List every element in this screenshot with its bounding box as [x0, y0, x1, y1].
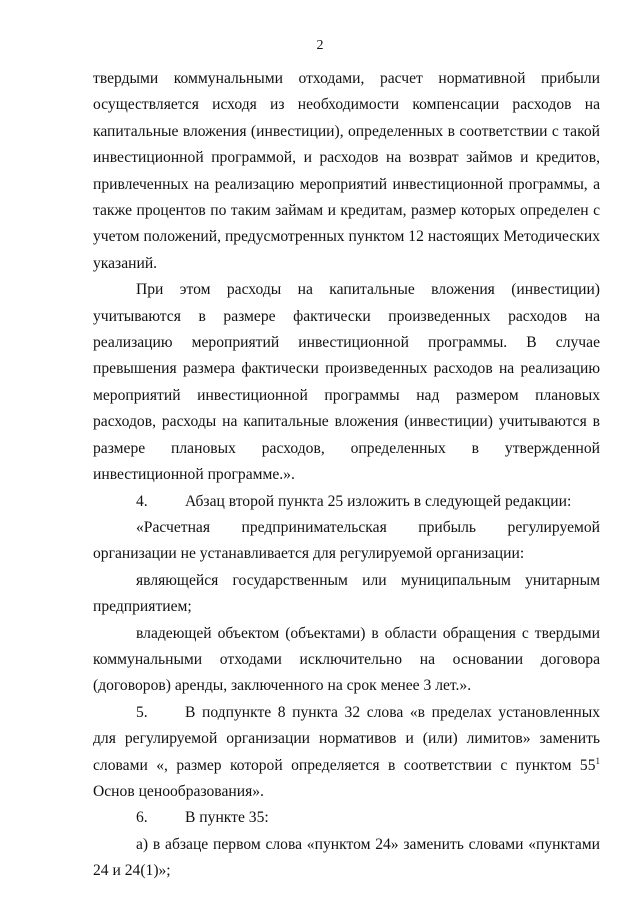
item-4-number: 4.: [136, 492, 148, 510]
item-4-text: Абзац второй пункта 25 изложить в следующей редакции:: [185, 492, 572, 510]
item-6: [93, 805, 600, 831]
item-6-text: В пункте 35:: [185, 809, 269, 827]
item-5-text: В подпункте 8 пункта 32 слова «в пределах установленных для регулируемой организации нормативов и (или) лимитов» заменить словами «, размер которой определяется в соответствии с пунктом 55: [93, 703, 600, 774]
paragraph-continuation: твердыми коммунальными отходами, расчет нормативной прибыли осуществляется исходя из необходимости компенсации расходов на капитальные вложения (инвестиции), определенных в соответствии с такой инвестиционной программой, и расходов на возврат займов и кредитов, привлеченных на реализацию мероприятий инвестиционной программы, а также процентов по таким займам и кредитам, размер которых определен с учетом положений, предусмотренных пунктом 12 настоящих Методических указаний.: [93, 70, 600, 272]
paragraph-subitem-a: а) в абзаце первом слова «пунктом 24» заменить словами «пунктами 24 и 24(1)»;: [93, 835, 600, 880]
item-5-tail: Основ ценообразования».: [93, 782, 264, 800]
paragraph-profit-not-set: «Расчетная предпринимательская прибыль регулируемой организации не устанавливается для регулируемой организации:: [93, 518, 600, 563]
item-4: [93, 489, 600, 515]
item-5-superscript: 1: [595, 755, 600, 766]
paragraph-lease-owner: владеющей объектом (объектами) в области обращения с твердыми коммунальными отходами исключительно на основании договора (договоров) аренды, заключенного на срок менее 3 лет.».: [93, 624, 600, 695]
paragraph-investment-expenses: При этом расходы на капитальные вложения (инвестиции) учитываются в размере фактически произведенных расходов на реализацию мероприятий инвестиционной программы. В случае превышения размера фактически произведенных расходов на реализацию мероприятий инвестиционной программы над размером плановых расходов, расходы на капитальные вложения (инвестиции) учитываются в размере плановых расходов, определенных в утвержденной инвестиционной программе.».: [93, 281, 600, 484]
document-body: [93, 66, 600, 885]
paragraph-unitary-enterprise: являющейся государственным или муниципальным унитарным предприятием;: [93, 571, 600, 616]
item-5: [93, 700, 600, 806]
item-6-number: 6.: [136, 809, 148, 827]
page-number: 2: [316, 38, 324, 53]
item-5-number: 5.: [136, 703, 148, 721]
